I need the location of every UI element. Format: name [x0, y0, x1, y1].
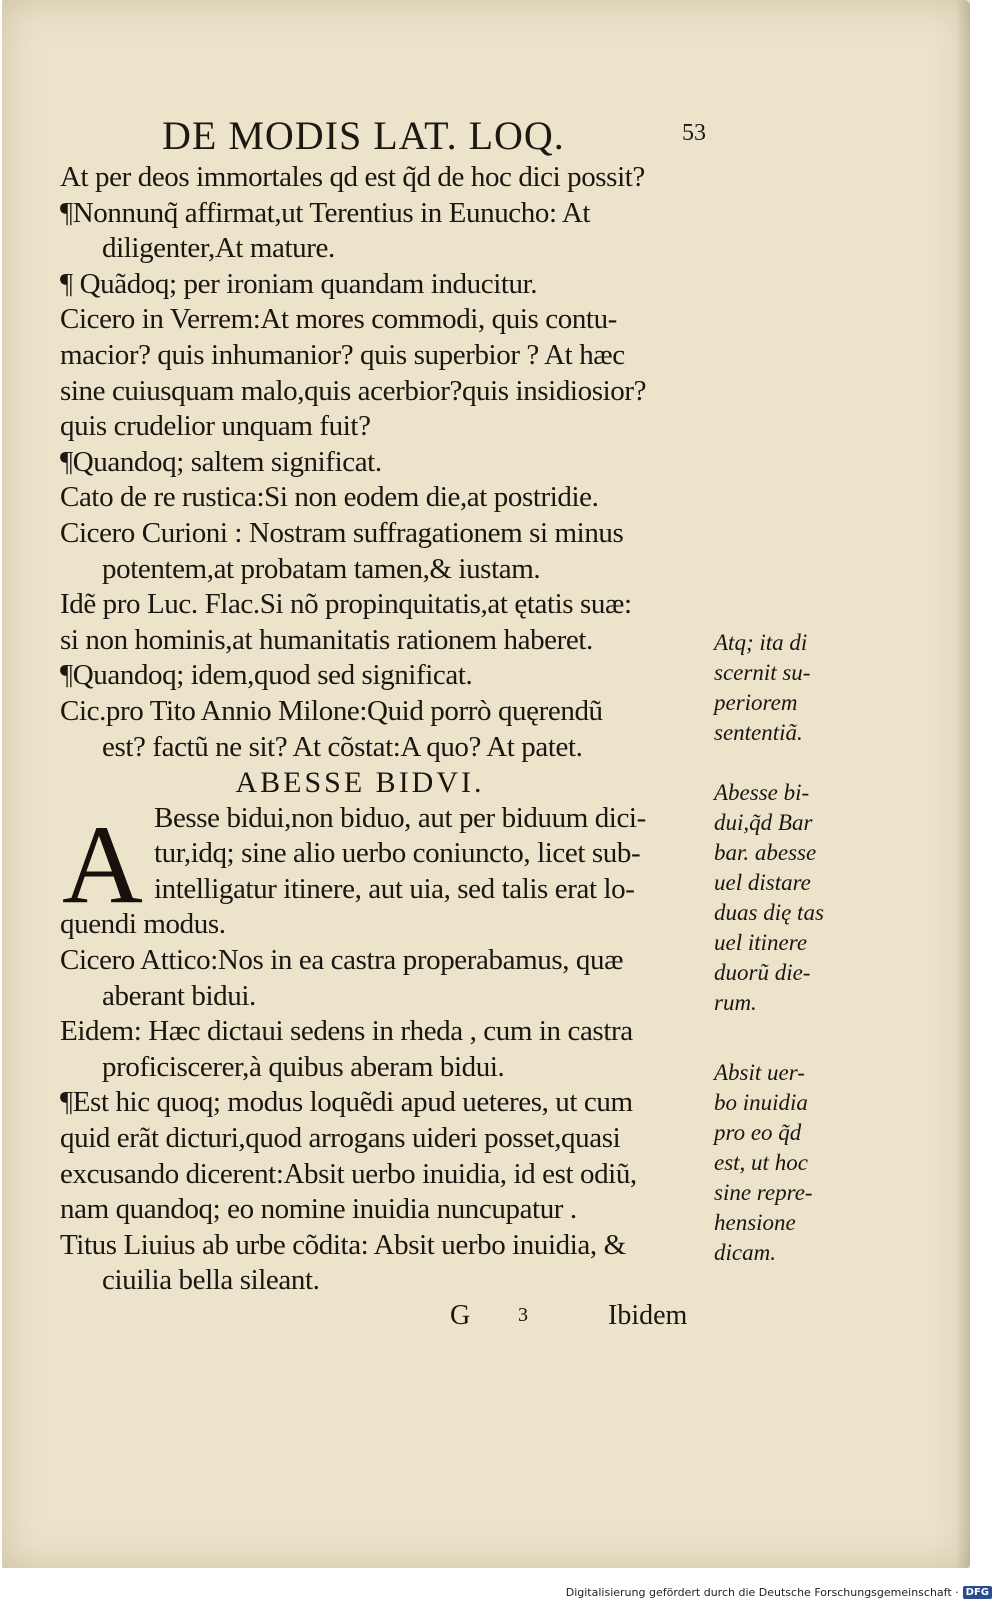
running-title: DE MODIS LAT. LOQ.	[162, 113, 565, 158]
text-line: At per deos immortales qd est q̃d de hoc dici possit?	[60, 161, 645, 193]
text-line: intelligatur itinere, aut uia, sed talis erat lo-	[154, 872, 635, 905]
margin-note-line: Atq; ita di	[714, 630, 808, 655]
text-line: ¶Quandoq; saltem significat.	[60, 445, 382, 478]
digitization-credit	[566, 1586, 992, 1599]
text-line: ¶ Quãdoq; per ironiam quandam inducitur.	[60, 267, 538, 300]
signature-mark: G	[450, 1300, 471, 1331]
margin-note-line: Abesse bi-	[714, 780, 810, 805]
body-block-1	[60, 160, 720, 765]
margin-note-line: dui,q̃d Bar	[714, 810, 813, 835]
margin-note-line: bo inuidia	[714, 1090, 808, 1115]
text-line: aberant bidui.	[102, 979, 256, 1012]
margin-note-line: scernit su-	[714, 660, 811, 685]
margin-note-line: duorũ die-	[714, 960, 811, 985]
text-line: tur,idq; sine alio uerbo coniuncto, licet sub-	[154, 837, 641, 870]
margin-note-line: sine repre-	[714, 1180, 813, 1205]
text-line: quid erãt dicturi,quod arrogans uideri posset,quasi	[60, 1122, 621, 1155]
credit-text: Digitalisierung gefördert durch die Deutsche Forschungsgemeinschaft ·	[565, 1586, 959, 1599]
text-line: Titus Liuius ab urbe cõdita: Absit uerbo inuidia, &	[60, 1228, 626, 1261]
signature-number: 3	[518, 1304, 528, 1326]
text-line: macior? quis inhumanior? quis superbior ? At hæc	[60, 338, 625, 371]
book-page	[2, 0, 970, 1568]
margin-note	[714, 1058, 854, 1268]
margin-note	[714, 778, 854, 1018]
text-line: ciuilia bella sileant.	[102, 1264, 320, 1297]
text-line: Cato de re rustica:Si non eodem die,at postridie.	[60, 481, 599, 514]
folio-number: 53	[682, 120, 706, 146]
margin-note-line: uel distare	[714, 870, 811, 895]
catchword: Ibidem	[608, 1300, 688, 1331]
text-line: ¶Est hic quoq; modus loquẽdi apud ueteres, ut cum	[60, 1086, 633, 1119]
margin-note-line: Absit uer-	[714, 1060, 805, 1085]
text-line: Besse bidui,non biduo, aut per biduum dici-	[154, 801, 646, 834]
margin-note-line: dicam.	[714, 1240, 776, 1265]
section-heading: ABESSE BIDVI.	[235, 766, 485, 800]
margin-note-line: pro eo q̃d	[714, 1120, 802, 1145]
margin-note-line: uel itinere	[714, 930, 808, 955]
page-edge-shadow	[956, 0, 970, 1568]
margin-note-line: hensione	[714, 1210, 796, 1235]
drop-cap: A	[62, 802, 143, 927]
text-line: est? factũ ne sit? At cõstat:A quo? At patet.	[102, 730, 583, 763]
text-line: quendi modus.	[60, 908, 226, 941]
margin-note-line: sententiã.	[714, 720, 803, 745]
dfg-logo[interactable]: DFG	[963, 1586, 992, 1599]
margin-note-line: rum.	[714, 990, 757, 1015]
text-line: Cicero Curioni : Nostram suffragationem si minus	[60, 516, 624, 549]
margin-note	[714, 628, 854, 748]
text-line: proficiscerer,à quibus aberam bidui.	[102, 1050, 505, 1083]
text-line: si non hominis,at humanitatis rationem haberet.	[60, 623, 593, 656]
text-line: Cicero in Verrem:At mores commodi, quis contu-	[60, 303, 617, 336]
margin-note-line: bar. abesse	[714, 840, 817, 865]
margin-note-line: periorem	[714, 690, 798, 715]
text-line: diligenter,At mature.	[102, 232, 335, 265]
text-line: Eidem: Hæc dictaui sedens in rheda , cum in castra	[60, 1015, 633, 1048]
text-line: nam quandoq; eo nomine inuidia nuncupatur .	[60, 1193, 577, 1226]
margin-notes	[714, 628, 854, 1268]
text-line: ¶Quandoq; idem,quod sed significat.	[60, 659, 473, 692]
text-line: sine cuiusquam malo,quis acerbior?quis insidiosior?	[60, 374, 647, 407]
text-line: Cicero Attico:Nos in ea castra properabamus, quæ	[60, 944, 624, 977]
margin-note-line: duas dię tas	[714, 900, 824, 925]
text-line: excusando dicerent:Absit uerbo inuidia, id est odiũ,	[60, 1157, 637, 1190]
margin-note-line: est, ut hoc	[714, 1150, 808, 1175]
text-line: Cic.pro Tito Annio Milone:Quid porrò quęrendũ	[60, 694, 603, 727]
body-block-2	[60, 907, 720, 1299]
text-line: quis crudelior unquam fuit?	[60, 410, 371, 443]
main-text-column	[60, 160, 720, 1299]
text-line: ¶Nonnunq̃ affirmat,ut Terentius in Eunucho: At	[60, 196, 591, 229]
text-line: Idẽ pro Luc. Flac.Si nõ propinquitatis,at ętatis suæ:	[60, 588, 632, 621]
text-line: potentem,at probatam tamen,& iustam.	[102, 552, 541, 585]
